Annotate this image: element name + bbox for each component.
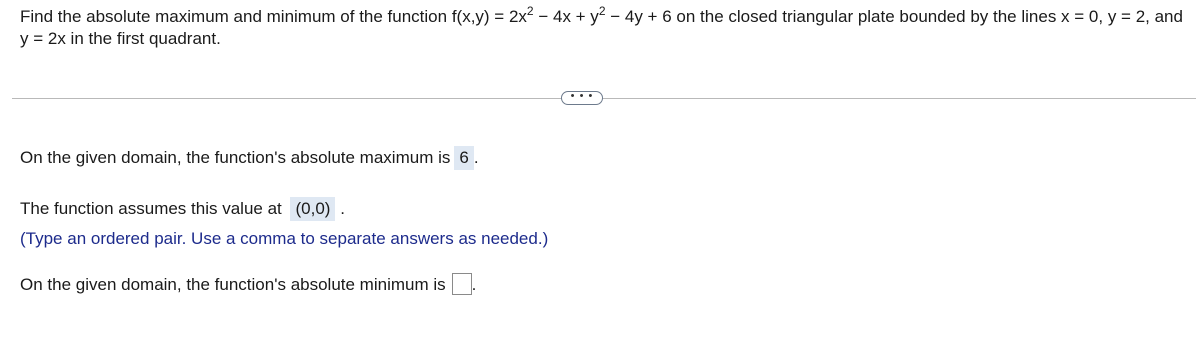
question-part-2: − 4x + y bbox=[533, 7, 599, 26]
point-suffix: . bbox=[340, 199, 345, 218]
exponent-1: 2 bbox=[526, 4, 534, 18]
point-answer-line bbox=[20, 197, 345, 221]
question-text bbox=[20, 6, 1190, 50]
min-answer-input[interactable] bbox=[452, 273, 472, 295]
point-prefix: The function assumes this value at bbox=[20, 199, 282, 218]
answer-hint: (Type an ordered pair. Use a comma to separate answers as needed.) bbox=[20, 229, 549, 248]
more-options-button[interactable] bbox=[561, 91, 603, 105]
point-answer-box[interactable]: (0,0) bbox=[290, 197, 335, 221]
max-answer-line bbox=[20, 146, 479, 170]
min-answer-line bbox=[20, 273, 476, 297]
max-answer-box[interactable]: 6 bbox=[454, 146, 473, 170]
section-divider bbox=[12, 98, 1196, 99]
question-part-1: Find the absolute maximum and minimum of the function f(x,y) = 2x bbox=[20, 7, 527, 26]
max-prefix: On the given domain, the function's absolute maximum is bbox=[20, 148, 451, 167]
min-prefix: On the given domain, the function's absolute minimum is bbox=[20, 275, 446, 294]
max-suffix: . bbox=[473, 148, 479, 167]
min-suffix: . bbox=[471, 275, 477, 294]
ellipsis-icon: • • • bbox=[570, 89, 594, 102]
question-part-3: − 4y + 6 on the closed triangular plate bounded by the lines x = 0, y = 2, and y = 2x in the first quadrant. bbox=[20, 7, 1183, 48]
exponent-2: 2 bbox=[598, 4, 606, 18]
